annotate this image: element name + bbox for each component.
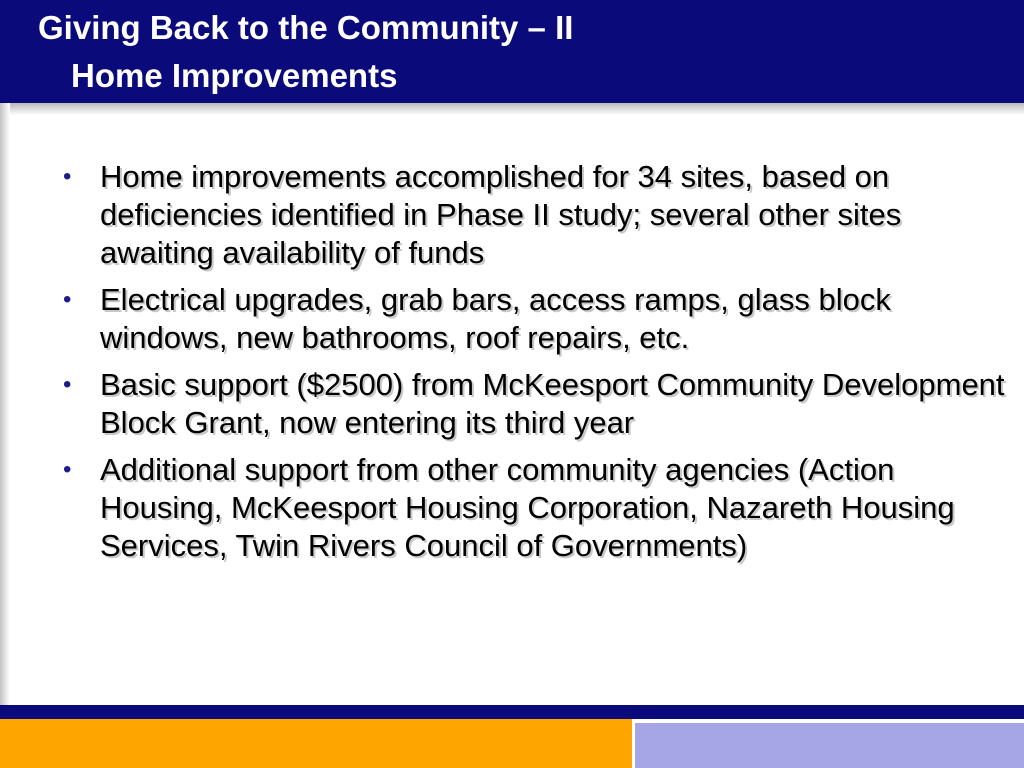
bullet-icon: • xyxy=(63,456,72,483)
bullet-item xyxy=(60,158,1010,272)
bullet-list xyxy=(60,158,1010,574)
bullet-icon: • xyxy=(63,163,72,190)
bullet-item xyxy=(60,281,1010,357)
footer-orange-block xyxy=(0,719,632,768)
bullet-text: Additional support from other community agencies (Action Housing, McKeesport Housing Corporation, Nazareth Housing Services, Twin Rivers Council of Governments) xyxy=(100,452,955,563)
slide-subtitle: Home Improvements xyxy=(71,57,398,94)
footer-navy-band xyxy=(0,705,1024,719)
bullet-text: Home improvements accomplished for 34 sites, based on deficiencies identified in Phase II study; several other sites awaiting availability of funds xyxy=(100,159,902,270)
slide-title: Giving Back to the Community – II xyxy=(38,9,574,46)
bullet-text: Electrical upgrades, grab bars, access ramps, glass block windows, new bathrooms, roof repairs, etc. xyxy=(100,282,891,355)
title-bar xyxy=(0,0,1024,103)
bullet-icon: • xyxy=(63,286,72,313)
bullet-item xyxy=(60,366,1010,442)
bullet-text: Basic support ($2500) from McKeesport Community Development Block Grant, now entering its third year xyxy=(100,367,1005,440)
footer-lavender-block xyxy=(635,723,1024,768)
bullet-icon: • xyxy=(63,371,72,398)
left-edge-shadow xyxy=(0,103,10,705)
header-shadow xyxy=(0,103,1024,115)
bullet-item xyxy=(60,451,1010,565)
